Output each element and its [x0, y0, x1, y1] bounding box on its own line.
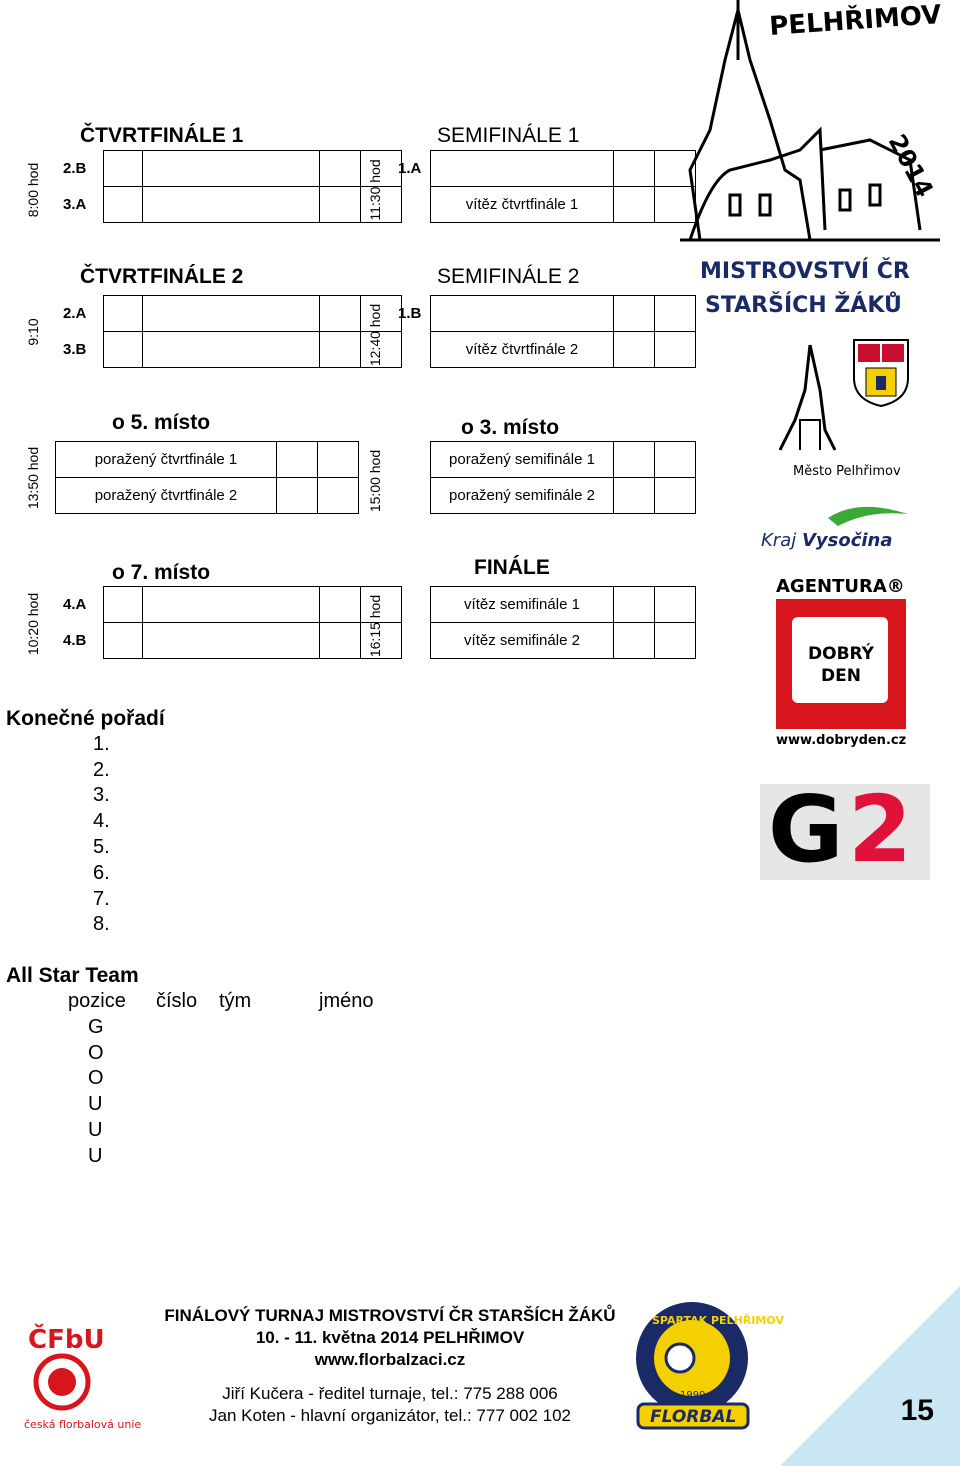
team-2: poražený čtvrtfinále 2: [56, 478, 277, 514]
match-title: o 5. místo: [112, 411, 211, 434]
match-title: o 3. místo: [461, 416, 560, 439]
footer: [110, 1305, 670, 1427]
position: U: [88, 1118, 103, 1141]
team-2: poražený semifinále 2: [431, 478, 614, 514]
all-star-heading: All Star Team: [6, 964, 139, 987]
place: 6.: [93, 861, 110, 884]
svg-text:1999: 1999: [680, 1390, 706, 1401]
match-table: [390, 150, 696, 223]
position: U: [88, 1093, 103, 1116]
match-title: ČTVRTFINÁLE 1: [80, 124, 244, 147]
team-1: 2.B: [55, 151, 104, 187]
place: 3.: [93, 784, 110, 807]
match-title: ČTVRTFINÁLE 2: [80, 265, 244, 288]
position: O: [88, 1067, 104, 1090]
team-1: poražený čtvrtfinále 1: [56, 442, 277, 478]
column-header: číslo: [156, 989, 198, 1012]
place: 1.: [93, 732, 110, 755]
agency-badge: DOBRÝ DEN: [776, 599, 906, 729]
city-logo: [765, 330, 915, 480]
page-corner: [780, 1286, 960, 1466]
match-table: [390, 441, 696, 514]
position: U: [88, 1144, 103, 1167]
place: 4.: [93, 810, 110, 833]
team-2: 3.B: [55, 332, 104, 368]
match-table: [55, 441, 359, 514]
place: 8.: [93, 913, 110, 936]
match-title: SEMIFINÁLE 2: [437, 265, 580, 288]
match-time: 16:15 hod: [367, 594, 383, 658]
team-1: 1.A: [390, 151, 431, 187]
agency-logo: [776, 576, 912, 756]
svg-text:FLORBAL: FLORBAL: [650, 1407, 737, 1427]
cfbu-logo: [10, 1300, 142, 1440]
match-time: 15:00 hod: [367, 449, 383, 513]
svg-text:ČFbU: ČFbU: [28, 1325, 105, 1355]
club-logo: [630, 1300, 784, 1435]
svg-text:MISTROVSTVÍ ČR: MISTROVSTVÍ ČR: [700, 259, 910, 284]
position: O: [88, 1041, 104, 1064]
match-title: o 7. místo: [112, 561, 211, 584]
match-title: FINÁLE: [474, 556, 550, 579]
footer-dates: 10. - 11. května 2014 PELHŘIMOV: [255, 1328, 525, 1347]
svg-text:SPARTAK PELHŘIMOV: SPARTAK PELHŘIMOV: [652, 1314, 784, 1327]
svg-text:2014: 2014: [882, 129, 939, 202]
final-order-heading: Konečné pořadí: [6, 707, 165, 730]
svg-text:STARŠÍCH ŽÁKŮ: STARŠÍCH ŽÁKŮ: [705, 293, 902, 318]
team-1: 2.A: [55, 296, 104, 332]
footer-contact-1: Jiří Kučera - ředitel turnaje, tel.: 775 288 006: [222, 1384, 558, 1403]
svg-text:PELHŘIMOV: PELHŘIMOV: [768, 0, 943, 42]
final-order: [0, 706, 165, 938]
match-table: [390, 586, 696, 659]
match-time: 12:40 hod: [367, 303, 383, 367]
footer-url[interactable]: www.florbalzaci.cz: [314, 1350, 466, 1369]
team-1: vítěz semifinále 1: [431, 587, 614, 623]
team-2: 3.A: [55, 187, 104, 223]
place: 7.: [93, 887, 110, 910]
team-2: 4.B: [55, 623, 104, 659]
footer-title: FINÁLOVÝ TURNAJ MISTROVSTVÍ ČR STARŠÍCH ŽÁKŮ: [164, 1306, 616, 1325]
match-table: [55, 150, 402, 223]
team-1: poražený semifinále 1: [431, 442, 614, 478]
team-2: vítěz čtvrtfinále 1: [431, 187, 614, 223]
footer-contact-2: Jan Koten - hlavní organizátor, tel.: 777 002 102: [209, 1406, 571, 1425]
team-2: vítěz čtvrtfinále 2: [431, 332, 614, 368]
region-logo: [758, 500, 910, 555]
match-table: [55, 295, 402, 368]
match-time: 13:50 hod: [25, 446, 41, 510]
page-number: 15: [900, 1394, 934, 1427]
agency-url: www.dobryden.cz: [776, 733, 907, 748]
match-table: [390, 295, 696, 368]
svg-text:česká florbalová unie: česká florbalová unie: [24, 1418, 142, 1431]
svg-text:Kraj Vysočina: Kraj Vysočina: [761, 530, 893, 551]
svg-text:Město Pelhřimov: Město Pelhřimov: [793, 464, 901, 479]
match-time: 9:10: [25, 318, 41, 346]
agency-name: AGENTURA®: [776, 576, 905, 597]
column-header: pozice: [68, 989, 126, 1012]
match-time: 10:20 hod: [25, 592, 41, 656]
match-table: [55, 586, 402, 659]
match-time: 8:00 hod: [25, 162, 41, 218]
event-logo: [670, 0, 960, 330]
team-1: 1.B: [390, 296, 431, 332]
place: 5.: [93, 835, 110, 858]
team-1: 4.A: [55, 587, 104, 623]
place: 2.: [93, 758, 110, 781]
match-title: SEMIFINÁLE 1: [437, 124, 580, 147]
team-2: vítěz semifinále 2: [431, 623, 614, 659]
match-time: 11:30 hod: [367, 159, 383, 221]
column-header: jméno: [319, 989, 374, 1012]
g2-logo: G 2: [760, 784, 930, 880]
all-star-team: [6, 963, 374, 1170]
column-header: tým: [219, 989, 252, 1012]
position: G: [88, 1015, 104, 1038]
